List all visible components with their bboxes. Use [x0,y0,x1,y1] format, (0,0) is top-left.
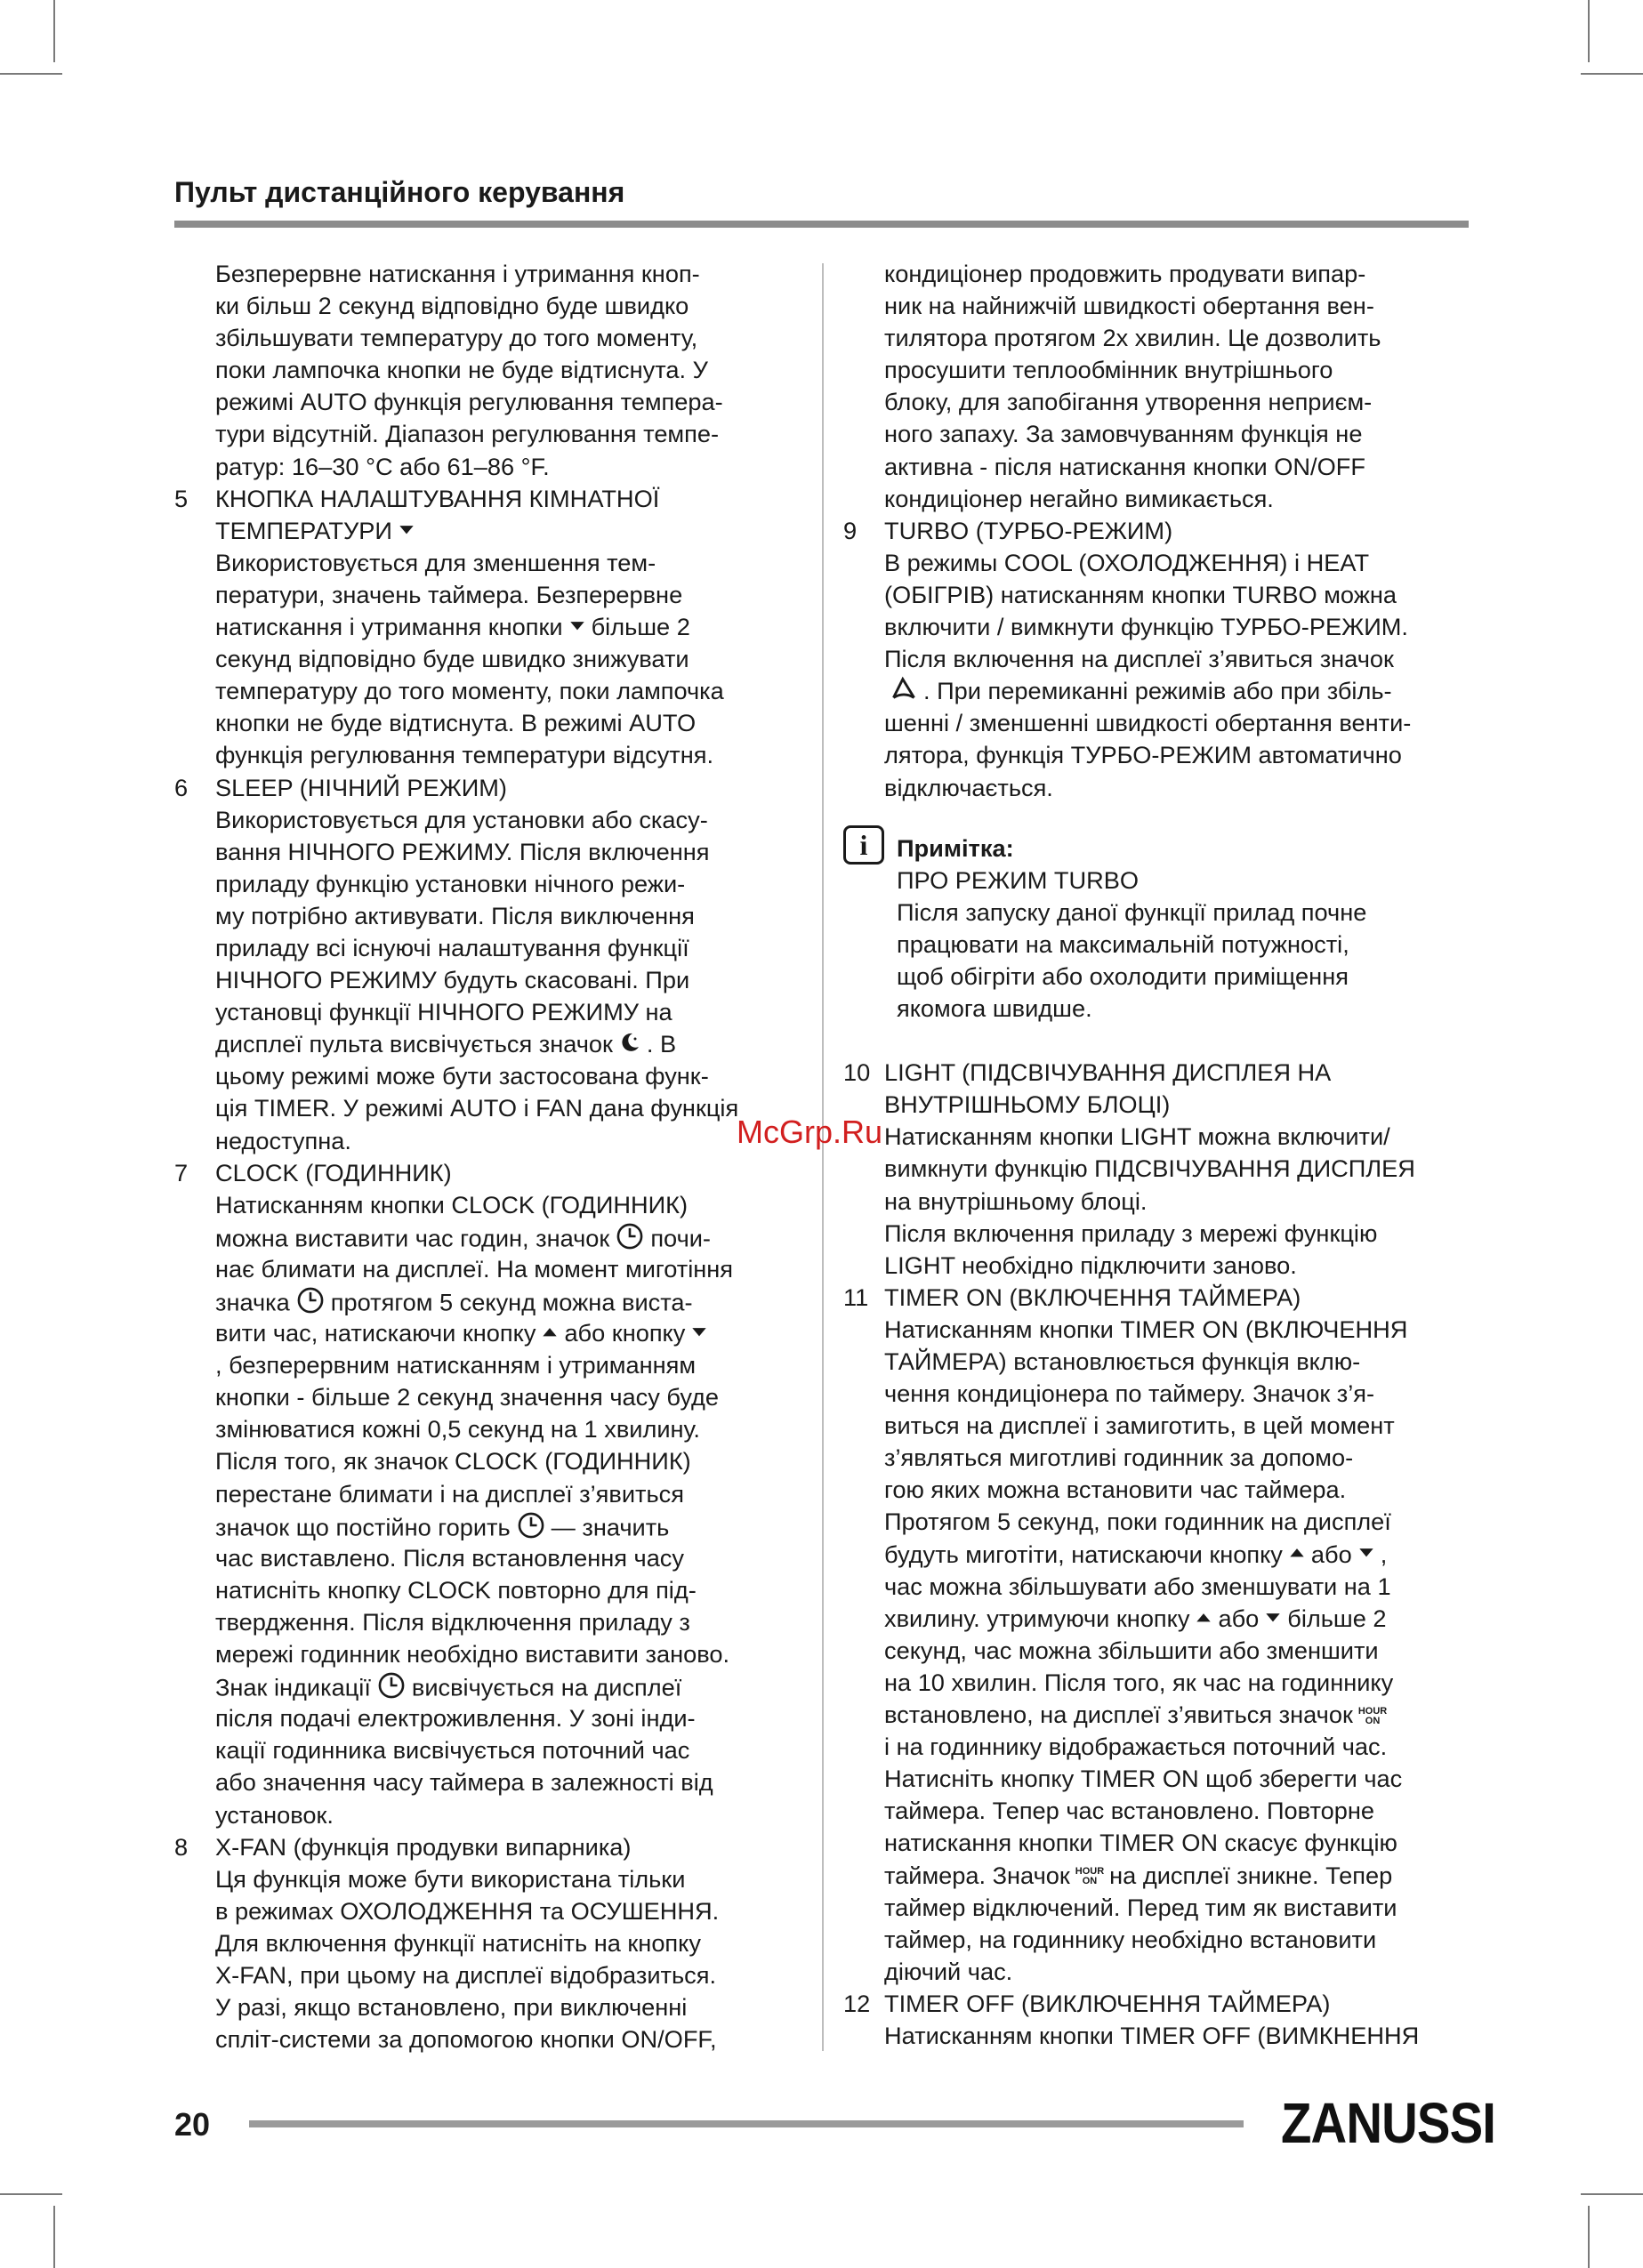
line-text-tail: протягом 5 секунд можна виста- [330,1288,693,1316]
crop-mark [0,73,62,75]
text-line [843,1635,1471,1667]
line-text-tail: або [1310,1540,1352,1568]
line-text: Натисніть кнопку TIMER ON щоб зберегти час [884,1765,1403,1793]
text-line [843,1250,1471,1282]
line-text: кондиціонер продовжить продувати випар- [884,260,1366,287]
text-line [174,451,808,483]
line-text: Після того, як значок CLOCK (ГОДИННИК) [215,1447,691,1476]
text-line [174,418,808,450]
line-text: значка [215,1288,290,1316]
line-text: лятора, функція ТУРБО-РЕЖИМ автоматично [884,741,1402,769]
item-number: 8 [174,1832,189,1861]
text-line [174,1799,808,1831]
line-text: (ОБІГРІВ) натисканням кнопки TURBO можна [884,580,1397,608]
line-text: блоку, для запобігання утворення неприєм- [884,388,1373,416]
text-line [843,258,1471,290]
line-text: змінюватися кожні 0,5 секунд на 1 хвилину. [215,1415,700,1444]
text-line [174,1349,808,1381]
line-text: відключається. [884,773,1053,801]
line-text: тилятора протягом 2х хвилин. Це дозволить [884,324,1381,352]
line-text: SLEEP (НІЧНИЙ РЕЖИМ) [215,773,507,801]
text-line [174,1478,808,1510]
line-text: температуру до того моменту, поки лампочка [215,677,724,705]
note-header [843,828,1471,865]
text-line [174,1574,808,1606]
text-line [174,1606,808,1638]
line-text: секунд відповідно буде швидко знижувати [215,645,689,673]
line-text: просушити теплообмінник внутрішнього [884,356,1333,384]
item-number: 5 [174,484,189,512]
up-arrow-icon [1288,1540,1306,1572]
line-text: ник на найнижчій швидкості обертання вен- [884,292,1374,320]
line-text: КНОПКА НАЛАШТУВАННЯ КІМНАТНОЇ [215,484,660,512]
line-text-tail: . При перемиканні режимів або при збіль- [923,677,1392,705]
line-text: значок що постійно горить [215,1513,511,1541]
line-text: кнопки - більше 2 секунд значення часу буде [215,1383,719,1411]
text-line [843,386,1471,418]
crop-mark [1588,2206,1590,2268]
text-line [843,547,1471,579]
line-text: активна - після натискання кнопки ON/OFF [884,452,1365,480]
crop-mark [53,2206,55,2268]
line-text: шенні / зменшенні швидкості обертання венти- [884,709,1412,737]
text-line [174,675,808,707]
line-text: Ця функція може бути використана тільки [215,1864,686,1893]
line-text: секунд, час можна збільшити або зменшити [884,1636,1379,1664]
line-text: Безперервне натискання і утримання кноп- [215,260,700,287]
line-text-tail: більше 2 [591,613,690,641]
turbo-icon [890,675,918,710]
text-line [843,451,1471,483]
text-line [843,579,1471,611]
left-column [174,258,808,2055]
text-line [843,1699,1471,1731]
text-line [843,1731,1471,1763]
line-text: му потрібно активувати. Після виключення [215,901,695,929]
numbered-item-line [174,1831,808,1863]
line-text-tail: , [1380,1540,1388,1568]
line-text: , безперервним натисканням і утриманням [215,1351,697,1379]
header-rule [174,221,1469,228]
line-text: установок. [215,1800,334,1829]
text-line [174,1863,808,1895]
line-text: В режимы COOL (ОХОЛОДЖЕННЯ) і HEAT [884,548,1370,576]
text-line [843,1603,1471,1635]
down-arrow-icon [568,613,586,645]
line-text: і на годиннику відображається поточний час. [884,1733,1388,1761]
text-line [843,611,1471,643]
hour-on-icon-top: HOUR [1357,1705,1388,1717]
note-line: працювати на максимальній потужності, [897,929,1349,958]
footer-rule [249,2120,1244,2127]
line-text: таймер відключений. Перед тим як виставити [884,1893,1397,1921]
text-line [174,1028,808,1060]
numbered-item-line [843,1988,1471,2020]
text-line [174,1702,808,1734]
text-line [174,1895,808,1927]
text-line [843,1378,1471,1410]
item-number: 12 [843,1989,871,2017]
line-text: НІЧНОГО РЕЖИМУ будуть скасовані. При [215,966,690,994]
text-line [174,2023,808,2055]
text-line [174,290,808,322]
line-text: функція регулювання температури відсутня. [215,741,714,769]
text-line [174,1317,808,1349]
line-text: недоступна. [215,1126,351,1154]
text-line [174,1221,808,1253]
text-line [843,643,1471,675]
hour-on-icon-bottom: ON [1082,1876,1098,1887]
numbered-item-line [174,772,808,804]
line-text: кнопки не буде відтиснута. В режимі AUTO [215,709,697,737]
down-arrow-icon [1357,1540,1375,1572]
line-text-tail: на дисплеї зникне. Тепер [1109,1861,1393,1889]
text-line [174,1510,808,1542]
crop-mark [0,2193,62,2195]
text-line [843,1924,1471,1956]
line-text: на 10 хвилин. Після того, як час на годиннику [884,1668,1394,1696]
text-line [843,2020,1471,2052]
line-text: X-FAN (функція продувки випарника) [215,1832,632,1861]
text-line [174,836,808,868]
line-text: час можна збільшувати або зменшувати на 1 [884,1572,1391,1600]
text-line [843,1956,1471,1988]
text-line [843,707,1471,739]
line-text: хвилину. утримуючи кнопку [884,1604,1190,1632]
hour-on-icon-bottom: ON [1365,1715,1381,1726]
note-title: Примітка: [897,833,1014,862]
text-line [174,1413,808,1445]
line-text: TIMER ON (ВКЛЮЧЕННЯ ТАЙМЕРА) [884,1283,1301,1311]
line-text: LIGHT (ПІДСВІЧУВАННЯ ДИСПЛЕЯ НА [884,1058,1332,1087]
text-line [174,1092,808,1124]
line-text: Натисканням кнопки CLOCK (ГОДИННИК) [215,1190,689,1218]
text-line [843,1795,1471,1827]
line-text: Для включення функції натисніть на кнопку [215,1928,701,1957]
text-line [174,354,808,386]
page-number: 20 [174,2106,211,2143]
line-text: ператури, значень таймера. Безперервне [215,580,683,608]
line-text: збільшувати температуру до того моменту, [215,324,698,352]
line-text: приладу функцію установки нічного режи- [215,869,686,897]
text-line [843,1827,1471,1859]
line-text: включити / вимкнути функцію ТУРБО-РЕЖИМ. [884,613,1408,641]
line-text: приладу всі існуючі налаштування функції [215,933,689,961]
line-text-tail: або кнопку [564,1319,686,1347]
line-text: ТАЙМЕРА) встановлюється функція вклю- [884,1347,1361,1375]
down-arrow-icon [690,1319,708,1351]
line-text: перестане блимати і на дисплеї з’явиться [215,1479,684,1508]
line-text: вання НІЧНОГО РЕЖИМУ. Після включення [215,837,710,865]
text-line [174,1991,808,2023]
line-text: таймер, на годиннику необхідно встановити [884,1925,1377,1953]
line-text: ратур: 16–30 °C або 61–86 °F. [215,452,550,480]
line-text: або значення часу таймера в залежності від [215,1768,713,1797]
text-line [843,1860,1471,1892]
line-text: поки лампочка кнопки не буде відтиснута. У [215,356,708,384]
text-line [843,322,1471,354]
text-line [174,932,808,964]
text-line [174,1381,808,1413]
text-line [843,772,1471,804]
text-line [843,1474,1471,1506]
line-text: вимкнути функцію ПІДСВІЧУВАННЯ ДИСПЛЕЯ [884,1154,1415,1183]
line-text: цьому режимі може бути застосована функ- [215,1062,709,1090]
right-column-top [843,258,1471,804]
text-line [174,1542,808,1574]
text-line [174,643,808,675]
text-line [174,322,808,354]
line-text: CLOCK (ГОДИННИК) [215,1158,452,1186]
line-text: LIGHT необхідно підключити заново. [884,1251,1297,1279]
text-line [843,1314,1471,1346]
text-line [174,804,808,836]
line-text: установці функції НІЧНОГО РЕЖИМУ на [215,998,673,1026]
text-line [174,707,808,739]
line-text: Протягом 5 секунд, поки годинник на дисплеї [884,1508,1391,1536]
text-line [174,1638,808,1670]
line-text: спліт-системи за допомогою кнопки ON/OFF, [215,2025,717,2054]
right-column-bottom [843,1057,1471,2052]
line-text: ВНУТРІШНЬОМУ БЛОЦІ) [884,1090,1171,1119]
crop-mark [1581,2193,1643,2195]
line-text: чення кондиціонера по таймеру. Значок з’я- [884,1379,1375,1408]
crop-mark [53,0,55,62]
text-line [174,515,808,547]
note-line: Після запуску даної функції прилад почне [897,897,1367,926]
text-line [174,1766,808,1798]
down-arrow-icon [1264,1604,1282,1637]
line-text: Натисканням кнопки LIGHT можна включити/ [884,1122,1390,1151]
line-text: виться на дисплеї і замиготить, в цей момент [884,1411,1395,1440]
line-text: на внутрішньому блоці. [884,1186,1148,1215]
text-line [174,1253,808,1285]
text-line [843,1089,1471,1121]
numbered-item-line [843,1282,1471,1314]
line-text-tail: — значить [551,1513,670,1541]
crop-mark [1581,73,1643,75]
line-text: Використовується для зменшення тем- [215,548,656,576]
text-line [174,1189,808,1221]
text-line [843,354,1471,386]
hour-on-icon [1358,1707,1387,1726]
line-text-tail: . В [646,1030,677,1058]
line-text: TIMER OFF (ВИКЛЮЧЕННЯ ТАЙМЕРА) [884,1989,1331,2017]
line-text: можна виставити час годин, значок [215,1224,610,1252]
watermark: McGrp.Ru [737,1114,883,1150]
line-text: ТЕМПЕРАТУРИ [215,516,392,544]
text-line [843,1442,1471,1474]
line-text: тури відсутній. Діапазон регулювання темпе- [215,420,720,448]
text-line [174,1060,808,1092]
line-text: У разі, якщо встановлено, при виключенні [215,1993,688,2022]
numbered-item-line [843,1057,1471,1089]
text-line [174,386,808,418]
info-icon: i [843,825,884,865]
text-line [843,290,1471,322]
line-text: натисніть кнопку CLOCK повторно для під- [215,1575,697,1604]
text-line [843,1153,1471,1185]
up-arrow-icon [1195,1604,1212,1637]
text-line [174,1445,808,1477]
moon-icon [618,1030,641,1062]
line-text: Натисканням кнопки TIMER OFF (ВИМКНЕННЯ [884,2021,1420,2049]
crop-mark [1588,0,1590,62]
line-text: X-FAN, при цьому на дисплеї відобразиться. [215,1960,717,1989]
line-text: Знак індикації [215,1673,371,1701]
item-number: 7 [174,1158,189,1186]
hour-on-icon-top: HOUR [1075,1866,1105,1878]
text-line [174,258,808,290]
text-line [843,1506,1471,1538]
text-line [174,547,808,579]
text-line [174,1125,808,1157]
text-line [843,1667,1471,1699]
text-line [174,996,808,1028]
line-text: таймера. Тепер час встановлено. Повторне [884,1797,1374,1825]
text-line [843,483,1471,515]
text-line [174,1927,808,1959]
line-text: Використовується для установки або скасу- [215,805,708,833]
text-line [174,1285,808,1317]
text-line [843,1539,1471,1571]
line-text-tail: почи- [650,1224,711,1252]
item-number: 11 [843,1283,869,1311]
line-text: з’являться миготливі годинник за допомо- [884,1444,1354,1472]
line-text: режимі AUTO функція регулювання темпера- [215,388,723,416]
line-text: таймера. Значок [884,1861,1070,1889]
numbered-item-line [174,1157,808,1189]
line-text: Після включення на дисплеї з’явиться значок [884,645,1394,673]
note-line: ПРО РЕЖИМ TURBO [897,865,1140,894]
numbered-item-line [843,515,1471,547]
item-number: 6 [174,773,189,801]
line-text: ція TIMER. У режимі AUTO і FAN дана функція [215,1094,739,1122]
text-line [174,900,808,932]
text-line [843,675,1471,707]
brand-logo: ZANUSSI [1281,2091,1496,2155]
text-line [843,1346,1471,1378]
text-line [843,1571,1471,1603]
text-line [174,964,808,996]
line-text: натискання кнопки TIMER ON скасує функцію [884,1829,1397,1857]
line-text: натискання і утримання кнопки [215,613,563,641]
down-arrow-icon [398,517,415,549]
column-divider [822,263,824,2051]
note-line: щоб обігріти або охолодити приміщення [897,961,1349,990]
spacer [843,1025,1471,1057]
line-text: TURBO (ТУРБО-РЕЖИМ) [884,516,1173,544]
line-text: в режимах ОХОЛОДЖЕННЯ та ОСУШЕННЯ. [215,1896,720,1925]
line-text: будуть миготіти, натискаючи кнопку [884,1540,1283,1568]
text-line [174,1734,808,1766]
text-line [843,1892,1471,1924]
text-line [174,1959,808,1991]
text-line [843,418,1471,450]
note-line: якомога швидше. [897,994,1092,1023]
line-text: гою яких можна встановити час таймера. [884,1476,1347,1504]
line-text: твердження. Після відключення приладу з [215,1607,690,1636]
line-text: мережі годинник необхідно виставити заново. [215,1640,730,1669]
item-number: 9 [843,516,858,544]
note-body [843,865,1471,1025]
text-line [174,868,808,900]
line-text: встановлено, на дисплеї з’явиться значок [884,1701,1353,1729]
text-line [843,1410,1471,1442]
line-text-tail: або [1218,1604,1260,1632]
right-column [843,258,1471,2052]
line-text-tail: висвічується на дисплеї [411,1673,682,1701]
numbered-item-line [174,483,808,515]
text-line [174,739,808,771]
line-text: діючий час. [884,1957,1013,1985]
text-line [843,1186,1471,1218]
line-text: дисплеї пульта висвічується значок [215,1030,613,1058]
text-line [843,1763,1471,1795]
line-text: Натисканням кнопки TIMER ON (ВКЛЮЧЕННЯ [884,1315,1408,1343]
line-text: вити час, натискаючи кнопку [215,1319,536,1347]
line-text: кації годинника висвічується поточний час [215,1736,690,1765]
text-line [174,1670,808,1702]
line-text: час виставлено. Після встановлення часу [215,1543,684,1572]
text-line [843,739,1471,771]
text-line [843,1218,1471,1250]
text-line [174,611,808,643]
line-text: ки більш 2 секунд відповідно буде швидко [215,292,689,320]
line-text: після подачі електроживлення. У зоні інди- [215,1704,696,1733]
up-arrow-icon [541,1319,559,1351]
line-text: нає блимати на дисплеї. На момент миготіння [215,1254,733,1283]
line-text: кондиціонер негайно вимикається. [884,484,1274,512]
line-text: Після включення приладу з мережі функцію [884,1218,1378,1247]
page-title: Пульт дистанційного керування [174,176,625,208]
line-text-tail: більше 2 [1287,1604,1387,1632]
hour-on-icon [1075,1867,1104,1886]
item-number: 10 [843,1058,871,1087]
text-line [174,579,808,611]
line-text: ного запаху. За замовчуванням функція не [884,420,1363,448]
text-line [843,1121,1471,1153]
